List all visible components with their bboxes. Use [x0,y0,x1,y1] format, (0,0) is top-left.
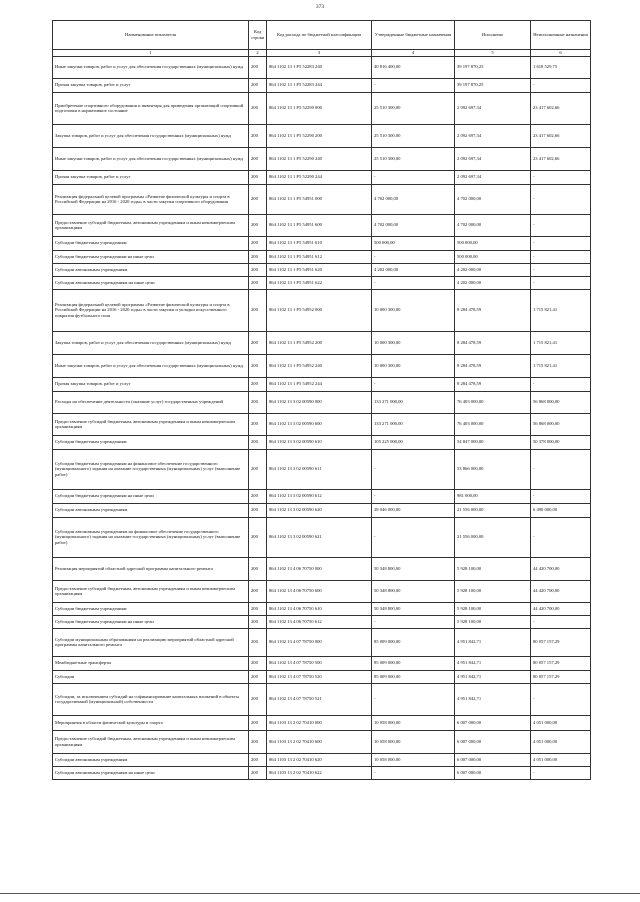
approved-amount-cell: 85 009 000,00 [372,656,455,670]
executed-amount-cell: 6 007 000,00 [455,766,531,779]
approved-amount-cell: 133 271 000,00 [372,391,455,413]
header-line-code: Код строки [249,21,267,50]
line-code-cell: 200 [249,449,267,489]
approved-amount-cell: 50 348 800,00 [372,602,455,615]
line-code-cell: 200 [249,78,267,92]
approved-amount-cell: 10 000 300,00 [372,354,455,377]
table-row [53,147,591,170]
indicator-name-cell: Реализация мероприятий областной адресной программы капитального ремонта [53,557,249,580]
executed-amount-cell: 4 202 000,00 [455,276,531,289]
classification-code-cell: 864 1102 13 1 P5 52283 240 [267,56,372,78]
approved-amount-cell: 25 510 300,00 [372,147,455,170]
unexecuted-amount-cell: 4 051 000,00 [531,715,591,730]
unexecuted-amount-cell: - [531,517,591,557]
approved-amount-cell: 4 202 000,00 [372,263,455,276]
unexecuted-amount-cell: 80 057 157,29 [531,656,591,670]
indicator-name-cell: Субсидии автономным учреждениям [53,753,249,766]
indicator-name-cell: Предоставление субсидий бюджетным, автономным учреждениям и иным некоммерческим организациям [53,413,249,435]
line-code-cell: 200 [249,602,267,615]
column-number: 6 [531,50,591,57]
table-row [53,56,591,78]
indicator-name-cell: Субсидии бюджетным учреждениям на иные цели [53,489,249,503]
header-executed: Исполнено [455,21,531,50]
unexecuted-amount-cell: 80 057 157,29 [531,670,591,683]
classification-code-cell: 864 1102 13 4 06 70750 600 [267,580,372,602]
approved-amount-cell: 25 510 300,00 [372,92,455,124]
classification-code-cell: 864 1103 13 2 02 70410 000 [267,715,372,730]
unexecuted-amount-cell: 4 051 000,00 [531,730,591,753]
unexecuted-amount-cell: 1 715 821,41 [531,331,591,354]
classification-code-cell: 864 1102 13 4 06 70750 610 [267,602,372,615]
approved-amount-cell: 10 058 000,00 [372,753,455,766]
line-code-cell: 200 [249,184,267,214]
indicator-name-cell: Субсидии бюджетным учреждениям [53,602,249,615]
approved-amount-cell: 133 271 000,00 [372,413,455,435]
executed-amount-cell: 500 000,00 [455,250,531,263]
column-number: 2 [249,50,267,57]
classification-code-cell: 864 1102 13 3 02 00590 612 [267,489,372,503]
classification-code-cell: 864 1102 13 3 02 00590 000 [267,391,372,413]
approved-amount-cell: 28 046 000,00 [372,503,455,517]
approved-amount-cell: 10 058 000,00 [372,730,455,753]
line-code-cell: 200 [249,331,267,354]
approved-amount-cell: 25 510 300,00 [372,124,455,147]
classification-code-cell: 864 1102 13 4 07 78750 520 [267,670,372,683]
approved-amount-cell: - [372,170,455,184]
line-code-cell: 200 [249,124,267,147]
header-unexecuted: Неисполненные назначения [531,21,591,50]
line-code-cell: 200 [249,147,267,170]
line-code-cell: 200 [249,715,267,730]
unexecuted-amount-cell: - [531,683,591,715]
executed-amount-cell: 981 000,00 [455,489,531,503]
approved-amount-cell: - [372,276,455,289]
header-approved: Утвержденные бюджетные назначения [372,21,455,50]
indicator-name-cell: Субсидии бюджетным учреждениям [53,435,249,449]
footer-divider [0,893,640,894]
unexecuted-amount-cell: 44 420 700,00 [531,557,591,580]
line-code-cell: 200 [249,753,267,766]
approved-amount-cell: - [372,766,455,779]
classification-code-cell: 864 1102 13 1 P5 54951 620 [267,263,372,276]
classification-code-cell: 864 1102 13 4 06 70750 612 [267,615,372,628]
classification-code-cell: 864 1102 13 4 07 78750 000 [267,628,372,656]
table-row [53,413,591,435]
executed-amount-cell: 6 007 000,00 [455,730,531,753]
line-code-cell: 200 [249,489,267,503]
approved-amount-cell: 10 000 300,00 [372,331,455,354]
table-row [53,354,591,377]
approved-amount-cell: 4 702 000,00 [372,214,455,236]
column-number-row [53,50,591,57]
unexecuted-amount-cell: 80 057 157,29 [531,628,591,656]
line-code-cell: 200 [249,236,267,250]
indicator-name-cell: Субсидии автономным учреждениям [53,263,249,276]
line-code-cell: 200 [249,557,267,580]
line-code-cell: 200 [249,615,267,628]
classification-code-cell: 864 1102 13 3 02 00590 620 [267,503,372,517]
classification-code-cell: 864 1103 13 2 02 70410 622 [267,766,372,779]
table-body [53,56,591,779]
approved-amount-cell: 50 348 800,00 [372,557,455,580]
table-row [53,377,591,391]
indicator-name-cell: Приобретение спортивного оборудования и инвентаря для приведения организаций спортивной подготовки в нормативное состояние [53,92,249,124]
table-row [53,503,591,517]
line-code-cell: 200 [249,289,267,331]
table-row [53,124,591,147]
column-number: 4 [372,50,455,57]
unexecuted-amount-cell: - [531,263,591,276]
approved-amount-cell: 10 058 000,00 [372,715,455,730]
executed-amount-cell: 5 928 100,00 [455,615,531,628]
unexecuted-amount-cell: - [531,615,591,628]
classification-code-cell: 864 1102 13 3 02 00590 600 [267,413,372,435]
approved-amount-cell: - [372,449,455,489]
unexecuted-amount-cell: 44 420 700,00 [531,580,591,602]
unexecuted-amount-cell: 44 420 700,00 [531,602,591,615]
line-code-cell: 200 [249,56,267,78]
unexecuted-amount-cell: - [531,78,591,92]
classification-code-cell: 864 1102 13 3 02 00590 610 [267,435,372,449]
indicator-name-cell: Субсидии бюджетным учреждениям на иные цели [53,615,249,628]
line-code-cell: 200 [249,580,267,602]
executed-amount-cell: 4 951 842,71 [455,683,531,715]
executed-amount-cell: 76 403 000,00 [455,391,531,413]
classification-code-cell: 864 1102 13 1 P5 54951 612 [267,250,372,263]
line-code-cell: 200 [249,250,267,263]
budget-execution-table [52,20,591,780]
indicator-name-cell: Субсидии бюджетным учреждениям на иные цели [53,250,249,263]
unexecuted-amount-cell: 1 715 821,41 [531,354,591,377]
executed-amount-cell: 39 197 870,25 [455,56,531,78]
executed-amount-cell: 4 702 000,00 [455,184,531,214]
table-row [53,683,591,715]
column-number: 3 [267,50,372,57]
indicator-name-cell: Иные закупки товаров, работ и услуг для обеспечения государственных (муниципальных) нужд [53,147,249,170]
table-row [53,580,591,602]
approved-amount-cell: 85 009 000,00 [372,670,455,683]
classification-code-cell: 864 1102 13 1 P5 52290 240 [267,147,372,170]
executed-amount-cell: 8 284 478,59 [455,377,531,391]
executed-amount-cell: 4 951 842,71 [455,656,531,670]
header-classification-code: Код расхода по бюджетной классификации [267,21,372,50]
line-code-cell: 200 [249,377,267,391]
table-row [53,628,591,656]
classification-code-cell: 864 1102 13 1 P5 54952 000 [267,289,372,331]
header-row [53,21,591,50]
unexecuted-amount-cell: 23 417 602,66 [531,92,591,124]
unexecuted-amount-cell: - [531,170,591,184]
indicator-name-cell: Реализация федеральной целевой программы «Развитие физической культуры и спорта в Российской Федерации на 2016 - 2020 годы» в части закупки и укладки искусственного покрытия футбольного поля [53,289,249,331]
indicator-name-cell: Прочая закупка товаров, работ и услуг [53,170,249,184]
unexecuted-amount-cell: - [531,236,591,250]
indicator-name-cell: Предоставление субсидий бюджетным, автономным учреждениям и иным некоммерческим организациям [53,730,249,753]
executed-amount-cell: 54 847 000,00 [455,435,531,449]
table-row [53,730,591,753]
indicator-name-cell: Мероприятия в области физической культуры и спорта [53,715,249,730]
table-row [53,557,591,580]
approved-amount-cell: - [372,78,455,92]
classification-code-cell: 864 1102 13 1 P5 52290 244 [267,170,372,184]
table-row [53,489,591,503]
table-row [53,214,591,236]
table-row [53,753,591,766]
executed-amount-cell: 21 556 000,00 [455,517,531,557]
table-row [53,615,591,628]
unexecuted-amount-cell: 1 618 529,75 [531,56,591,78]
unexecuted-amount-cell: 4 051 000,00 [531,753,591,766]
classification-code-cell: 864 1102 13 1 P5 52290 200 [267,124,372,147]
unexecuted-amount-cell: - [531,214,591,236]
unexecuted-amount-cell: - [531,276,591,289]
table-row [53,263,591,276]
executed-amount-cell: 6 007 000,00 [455,715,531,730]
table-row [53,92,591,124]
indicator-name-cell: Предоставление субсидий бюджетным, автономным учреждениям и иным некоммерческим организациям [53,214,249,236]
approved-amount-cell: 40 816 400,00 [372,56,455,78]
indicator-name-cell: Субсидии бюджетным учреждениям [53,236,249,250]
unexecuted-amount-cell: 56 868 000,00 [531,413,591,435]
executed-amount-cell: 4 202 000,00 [455,263,531,276]
unexecuted-amount-cell: - [531,766,591,779]
table-row [53,289,591,331]
indicator-name-cell: Субсидии, за исключением субсидий на софинансирование капитальных вложений в объекты государственной (муниципальной) собственности [53,683,249,715]
executed-amount-cell: 2 092 697,34 [455,124,531,147]
column-number: 1 [53,50,249,57]
unexecuted-amount-cell: 23 417 602,66 [531,124,591,147]
column-number: 5 [455,50,531,57]
executed-amount-cell: 2 092 697,34 [455,147,531,170]
approved-amount-cell: 10 000 300,00 [372,289,455,331]
page-number: 373 [315,4,325,10]
line-code-cell: 200 [249,683,267,715]
line-code-cell: 200 [249,656,267,670]
classification-code-cell: 864 1102 13 1 P5 54952 244 [267,377,372,391]
classification-code-cell: 864 1102 13 4 06 70750 000 [267,557,372,580]
classification-code-cell: 864 1103 13 2 02 70410 620 [267,753,372,766]
indicator-name-cell: Расходы на обеспечение деятельности (оказание услуг) государственных учреждений [53,391,249,413]
unexecuted-amount-cell: 23 417 602,66 [531,147,591,170]
indicator-name-cell: Реализация федеральной целевой программы «Развитие физической культуры и спорта в Российской Федерации на 2016 - 2020 годы» в части закупки спортивного оборудования [53,184,249,214]
indicator-name-cell: Закупка товаров, работ и услуг для обеспечения государственных (муниципальных) нужд [53,124,249,147]
table-row [53,656,591,670]
table-row [53,766,591,779]
table-row [53,435,591,449]
line-code-cell: 200 [249,391,267,413]
indicator-name-cell: Субсидии [53,670,249,683]
indicator-name-cell: Субсидии муниципальным образованиям на реализацию мероприятий областной адресной программы капитального ремонта [53,628,249,656]
table-row [53,236,591,250]
line-code-cell: 200 [249,413,267,435]
executed-amount-cell: 6 007 000,00 [455,753,531,766]
classification-code-cell: 864 1102 13 1 P5 54951 622 [267,276,372,289]
classification-code-cell: 864 1102 13 1 P5 54952 200 [267,331,372,354]
approved-amount-cell: 500 000,00 [372,236,455,250]
unexecuted-amount-cell: - [531,184,591,214]
indicator-name-cell: Закупка товаров, работ и услуг для обеспечения государственных (муниципальных) нужд [53,331,249,354]
line-code-cell: 200 [249,628,267,656]
executed-amount-cell: 8 284 478,59 [455,354,531,377]
executed-amount-cell: 76 403 000,00 [455,413,531,435]
executed-amount-cell: 5 928 100,00 [455,557,531,580]
classification-code-cell: 864 1102 13 1 P5 54951 000 [267,184,372,214]
table-row [53,602,591,615]
table-row [53,331,591,354]
unexecuted-amount-cell: - [531,489,591,503]
line-code-cell: 200 [249,503,267,517]
unexecuted-amount-cell: - [531,250,591,263]
executed-amount-cell: 4 951 842,71 [455,670,531,683]
executed-amount-cell: 53 866 000,00 [455,449,531,489]
executed-amount-cell: 500 000,00 [455,236,531,250]
indicator-name-cell: Субсидии бюджетным учреждениям на финансовое обеспечение государственного (муниципального) задания на оказание государственных (муниципальных) услуг (выполнение работ) [53,449,249,489]
indicator-name-cell: Межбюджетные трансферты [53,656,249,670]
line-code-cell: 200 [249,354,267,377]
unexecuted-amount-cell: 1 715 821,41 [531,289,591,331]
table-row [53,517,591,557]
executed-amount-cell: 5 928 100,00 [455,602,531,615]
line-code-cell: 200 [249,92,267,124]
line-code-cell: 200 [249,263,267,276]
indicator-name-cell: Прочая закупка товаров, работ и услуг [53,78,249,92]
executed-amount-cell: 2 092 697,34 [455,170,531,184]
classification-code-cell: 864 1103 13 2 02 70410 600 [267,730,372,753]
approved-amount-cell: 85 009 000,00 [372,628,455,656]
line-code-cell: 200 [249,435,267,449]
line-code-cell: 200 [249,276,267,289]
classification-code-cell: 864 1102 13 4 07 78750 500 [267,656,372,670]
indicator-name-cell: Субсидии автономным учреждениям на финансовое обеспечение государственного (муниципального) задания на оказание государственных (муниципальных) услуг (выполнение работ) [53,517,249,557]
indicator-name-cell: Предоставление субсидий бюджетным, автономным учреждениям и иным некоммерческим организациям [53,580,249,602]
table-row [53,276,591,289]
table-row [53,250,591,263]
approved-amount-cell: - [372,250,455,263]
executed-amount-cell: 8 284 478,59 [455,331,531,354]
approved-amount-cell: - [372,489,455,503]
indicator-name-cell: Прочая закупка товаров, работ и услуг [53,377,249,391]
indicator-name-cell: Субсидии автономным учреждениям [53,503,249,517]
unexecuted-amount-cell: 56 868 000,00 [531,391,591,413]
table-row [53,184,591,214]
executed-amount-cell: 5 928 100,00 [455,580,531,602]
header-indicator-name: Наименование показателя [53,21,249,50]
classification-code-cell: 864 1102 13 4 07 78750 521 [267,683,372,715]
line-code-cell: 200 [249,170,267,184]
table-row [53,170,591,184]
indicator-name-cell: Субсидии автономным учреждениям на иные цели [53,766,249,779]
indicator-name-cell: Субсидии автономным учреждениям на иные цели [53,276,249,289]
executed-amount-cell: 4 702 000,00 [455,214,531,236]
unexecuted-amount-cell: - [531,449,591,489]
executed-amount-cell: 4 951 842,71 [455,628,531,656]
line-code-cell: 200 [249,766,267,779]
line-code-cell: 200 [249,214,267,236]
approved-amount-cell: 50 348 800,00 [372,580,455,602]
table-row [53,449,591,489]
approved-amount-cell: - [372,683,455,715]
line-code-cell: 200 [249,670,267,683]
approved-amount-cell: 4 702 000,00 [372,184,455,214]
classification-code-cell: 864 1102 13 1 P5 54951 610 [267,236,372,250]
line-code-cell: 200 [249,730,267,753]
indicator-name-cell: Иные закупки товаров, работ и услуг для обеспечения государственных (муниципальных) нужд [53,56,249,78]
unexecuted-amount-cell: 50 378 000,00 [531,435,591,449]
executed-amount-cell: 21 556 000,00 [455,503,531,517]
executed-amount-cell: 39 197 870,25 [455,78,531,92]
table-row [53,670,591,683]
classification-code-cell: 864 1102 13 3 02 00590 621 [267,517,372,557]
unexecuted-amount-cell: 6 490 000,00 [531,503,591,517]
classification-code-cell: 864 1102 13 3 02 00590 611 [267,449,372,489]
executed-amount-cell: 2 092 697,34 [455,92,531,124]
executed-amount-cell: 8 284 478,59 [455,289,531,331]
approved-amount-cell: - [372,377,455,391]
line-code-cell: 200 [249,517,267,557]
indicator-name-cell: Иные закупки товаров, работ и услуг для обеспечения государственных (муниципальных) нужд [53,354,249,377]
unexecuted-amount-cell: - [531,377,591,391]
approved-amount-cell: - [372,517,455,557]
classification-code-cell: 864 1102 13 1 P5 52283 244 [267,78,372,92]
table-row [53,78,591,92]
table-row [53,715,591,730]
classification-code-cell: 864 1102 13 1 P5 54952 240 [267,354,372,377]
classification-code-cell: 864 1102 13 1 P5 54951 600 [267,214,372,236]
approved-amount-cell: - [372,615,455,628]
approved-amount-cell: 105 225 000,00 [372,435,455,449]
classification-code-cell: 864 1102 13 1 P5 52290 000 [267,92,372,124]
table-row [53,391,591,413]
